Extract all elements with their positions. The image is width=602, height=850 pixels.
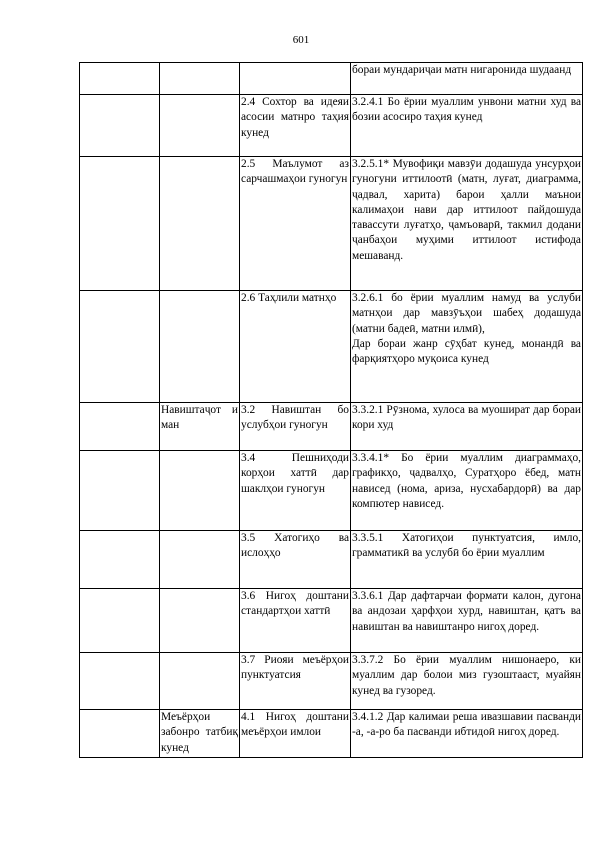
- substrand-cell: 3.2 Навиштан бо услубҳои гуногун: [240, 403, 351, 451]
- table-row: [80, 95, 583, 157]
- section-cell: [80, 157, 160, 291]
- section-cell: [80, 291, 160, 403]
- objective-cell: 3.3.2.1 Рӯзнома, хулоса ва муошират дар бораи кори худ: [351, 403, 583, 451]
- table-row: [80, 589, 583, 653]
- objective-cell: 3.2.6.1 бо ёрии муаллим намуд ва услуби матнҳои дар мавзӯъҳои шабеҳ додашуда (матни бадеӣ, матни илмӣ), Дар бораи жанр сӯҳбат кунед, монандӣ ва фарқиятҳоро муқоиса кунед: [351, 291, 583, 403]
- table-row: [80, 710, 583, 758]
- curriculum-table: [79, 62, 583, 758]
- section-cell: [80, 589, 160, 653]
- section-cell: [80, 451, 160, 531]
- objective-cell: 3.3.7.2 Бо ёрии муаллим нишонаеро, ки муаллим дар болои миз гузоштааст, муайян кунед ва гузоред.: [351, 653, 583, 710]
- objective-cell: 3.3.5.1 Хатогиҳои пунктуатсия, имло, грамматикӣ ва услубӣ бо ёрии муаллим: [351, 531, 583, 589]
- strand-cell: Навиштаҷот и ман: [160, 403, 240, 451]
- objective-cell: 3.2.4.1 Бо ёрии муаллим унвони матни худ ва бозии асосиро таҳия кунед: [351, 95, 583, 157]
- substrand-cell: 3.6 Нигоҳ доштани стандартҳои хаттӣ: [240, 589, 351, 653]
- objective-cell: бораи мундариҷаи матн нигаронида шудаанд: [351, 63, 583, 95]
- table-row: [80, 451, 583, 531]
- table-row: [80, 157, 583, 291]
- substrand-cell: 3.5 Хатогиҳо ва ислоҳҳо: [240, 531, 351, 589]
- strand-cell: Меъёрҳои забонро татбиқ кунед: [160, 710, 240, 758]
- section-cell: [80, 403, 160, 451]
- objective-cell: 3.4.1.2 Дар калимаи реша ивазшавии пасванди -а, -а-ро ба пасванди ибтидоӣ нигоҳ доред.: [351, 710, 583, 758]
- strand-cell: [160, 63, 240, 95]
- substrand-cell: [240, 63, 351, 95]
- section-cell: [80, 95, 160, 157]
- strand-cell: [160, 653, 240, 710]
- substrand-cell: 3.4 Пешниҳоди корҳои хаттӣ дар шаклҳои гуногун: [240, 451, 351, 531]
- objective-cell: 3.2.5.1* Мувофиқи мавзӯи додашуда унсурҳои гуногуни иттилоотӣ (матн, луғат, диаграмма, ҷадвал, харита) барои ҳалли маънои калимаҳои нави дар иттилоот пайдошуда тавассути луғатҳо, ҷамъоварӣ, такмил додани ҷанбаҳои муҳими иттилоот истифода мешаванд.: [351, 157, 583, 291]
- table-row: [80, 63, 583, 95]
- objective-cell: 3.3.6.1 Дар дафтарчаи формати калон, дугона ва андозаи ҳарфҳои хурд, навиштан, қатъ ва навиштан ва навиштанро нигоҳ доред.: [351, 589, 583, 653]
- table-row: [80, 531, 583, 589]
- objective-cell: 3.3.4.1* Бо ёрии муаллим диаграммаҳо, графикҳо, ҷадвалҳо, Суратҳоро ёбед, матн нависед (нома, ариза, нусхабардорӣ) ва дар компютер нависед.: [351, 451, 583, 531]
- curriculum-table-body: [80, 63, 583, 758]
- strand-cell: [160, 531, 240, 589]
- substrand-cell: 3.7 Риояи меъёрҳои пунктуатсия: [240, 653, 351, 710]
- section-cell: [80, 63, 160, 95]
- table-row: [80, 403, 583, 451]
- table-row: [80, 291, 583, 403]
- section-cell: [80, 653, 160, 710]
- strand-cell: [160, 589, 240, 653]
- section-cell: [80, 710, 160, 758]
- strand-cell: [160, 451, 240, 531]
- substrand-cell: 4.1 Нигоҳ доштани меъёрҳои имлои: [240, 710, 351, 758]
- substrand-cell: 2.4 Сохтор ва идеяи асосии матнро таҳия кунед: [240, 95, 351, 157]
- section-cell: [80, 531, 160, 589]
- strand-cell: [160, 157, 240, 291]
- strand-cell: [160, 95, 240, 157]
- page-number: 601: [292, 34, 310, 46]
- strand-cell: [160, 291, 240, 403]
- table-row: [80, 653, 583, 710]
- substrand-cell: 2.6 Таҳлили матнҳо: [240, 291, 351, 403]
- substrand-cell: 2.5 Маълумот аз сарчашмаҳои гуногун: [240, 157, 351, 291]
